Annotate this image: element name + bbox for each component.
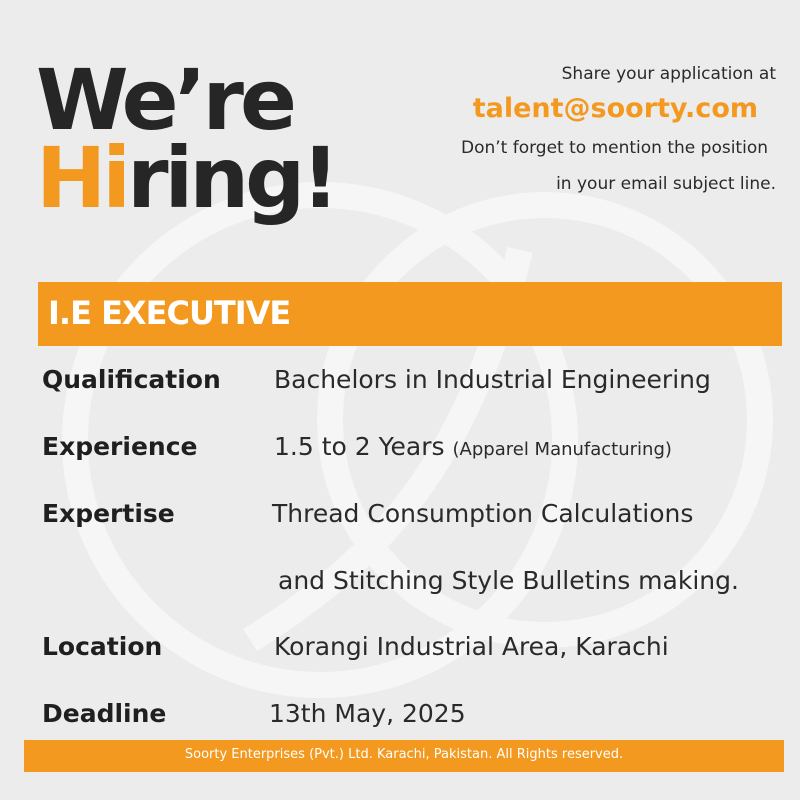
- experience-value: [274, 432, 672, 461]
- experience-label: Experience: [42, 432, 198, 461]
- qualification-label: Qualification: [42, 365, 221, 394]
- qualification-value: Bachelors in Industrial Engineering: [274, 365, 711, 394]
- expertise-value-line1: Thread Consumption Calculations: [272, 499, 694, 528]
- contact-intro: Share your application at: [561, 64, 776, 84]
- deadline-value: 13th May, 2025: [269, 699, 466, 728]
- footer-copyright: Soorty Enterprises (Pvt.) Ltd. Karachi, Pakistan. All Rights reserved.: [184, 747, 624, 762]
- expertise-value-line2: and Stitching Style Bulletins making.: [278, 566, 739, 595]
- job-title-bar: [38, 282, 782, 346]
- experience-note: (Apparel Manufacturing): [452, 439, 672, 460]
- headline-line2: [36, 129, 336, 227]
- contact-email-link[interactable]: talent@soorty.com: [472, 93, 758, 124]
- deadline-label: Deadline: [42, 699, 167, 728]
- experience-years: 1.5 to 2 Years: [274, 432, 445, 461]
- job-title: I.E EXECUTIVE: [48, 294, 291, 332]
- headline-line1: We’re: [36, 51, 293, 149]
- location-value: Korangi Industrial Area, Karachi: [274, 632, 669, 661]
- footer-bar: [24, 740, 784, 772]
- location-label: Location: [42, 632, 163, 661]
- expertise-label: Expertise: [42, 499, 175, 528]
- headline-accent: Hi: [36, 129, 128, 227]
- contact-subject-note: in your email subject line.: [556, 174, 776, 194]
- contact-block: [396, 60, 776, 198]
- headline-rest: ring!: [127, 129, 336, 227]
- contact-reminder: Don’t forget to mention the position: [460, 138, 768, 158]
